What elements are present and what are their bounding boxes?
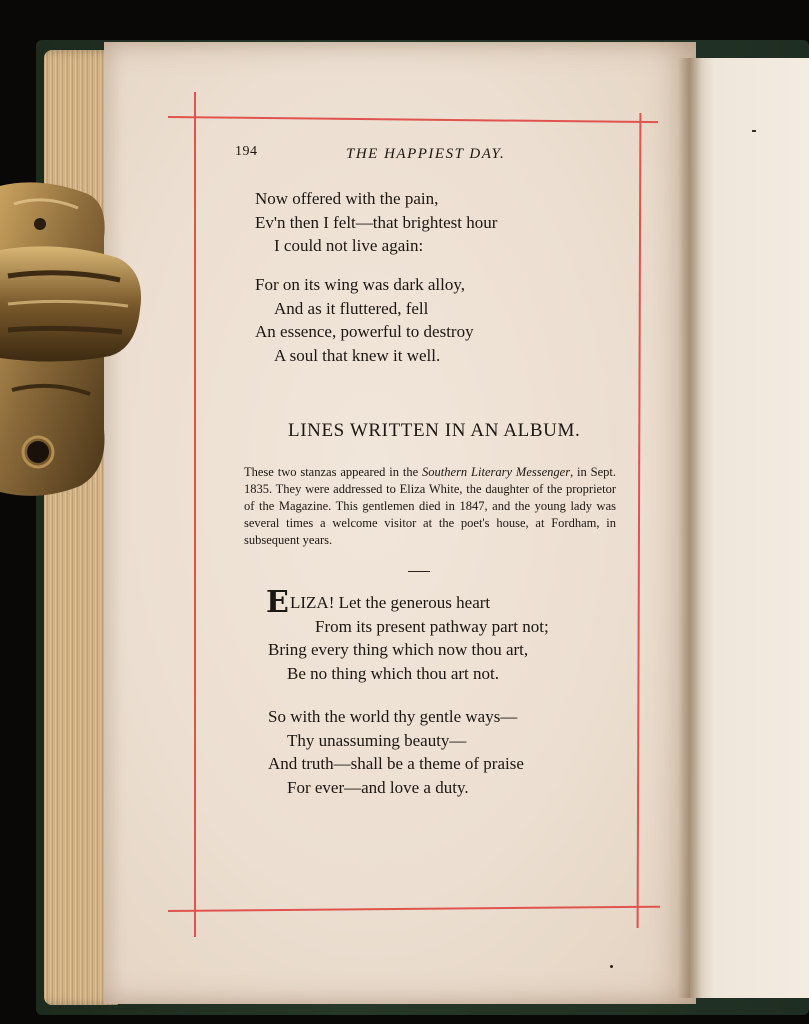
verse-line: A soul that knew it well. [274, 345, 441, 365]
verse-line: For on its wing was dark alloy, [255, 275, 465, 294]
verse-line: From its present pathway part not; [315, 616, 549, 636]
verse-line: Now offered with the pain, [255, 189, 439, 208]
section-divider [408, 571, 430, 572]
previous-poem-stanza-2 [255, 273, 474, 367]
previous-poem-stanza-1 [255, 187, 497, 258]
verse-line: And as it fluttered, fell [274, 298, 429, 318]
journal-name: Southern Literary Messenger [422, 465, 571, 479]
note-text: These two stanzas appeared in the [244, 465, 423, 479]
verse-line: So with the world thy gentle ways— [268, 707, 518, 726]
album-poem-stanza-2 [268, 705, 524, 799]
album-poem-stanza-1 [266, 585, 549, 685]
verse-line: Bring every thing which now thou art, [268, 640, 529, 659]
running-title: THE HAPPIEST DAY. [346, 146, 506, 162]
verse-line: Thy unassuming beauty— [287, 730, 467, 750]
verse-line: For ever—and love a duty. [287, 777, 469, 797]
poem-title: LINES WRITTEN IN AN ALBUM. [288, 420, 581, 441]
verse-line: I could not live again: [274, 236, 424, 255]
drop-cap-letter: E [266, 585, 289, 620]
note-text-continued: , in Sept. 1835. They were addressed to Eliza White, the daughter of the proprietor of the Magazine. This gentlemen died in 1847, and the young lady was several times a welcome visitor at the poet's house, at Fordham, in subsequent years. [244, 465, 617, 547]
verse-line: Ev'n then I felt—that brightest hour [255, 212, 498, 232]
verse-line: Be no thing which thou art not. [287, 663, 500, 683]
verse-line: And truth—shall be a theme of praise [268, 754, 524, 773]
editorial-note [244, 464, 616, 549]
page-number: 194 [235, 144, 258, 159]
verse-line: LIZA! Let the generous heart [290, 593, 491, 612]
verse-line: An essence, powerful to destroy [255, 322, 474, 341]
